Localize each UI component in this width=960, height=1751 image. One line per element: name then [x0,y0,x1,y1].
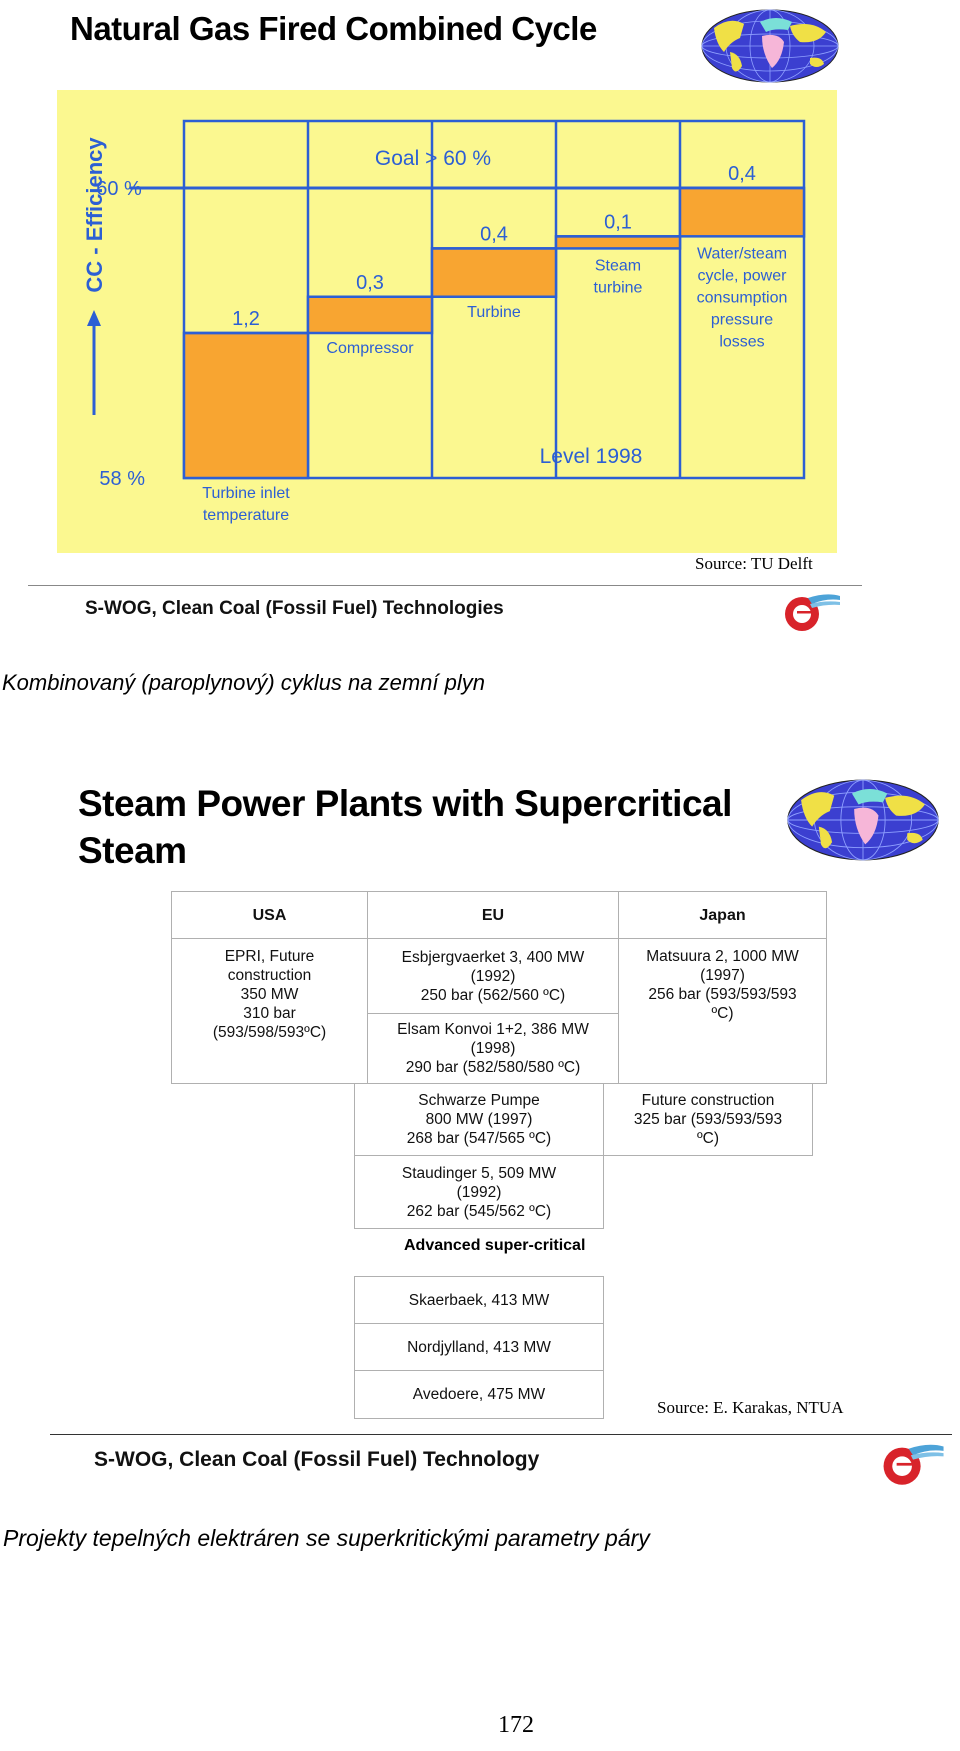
japan-line: ºC) [711,1005,734,1022]
bar-value-label: 1,2 [232,308,260,330]
schwarze-pumpe-cell [354,1083,604,1156]
japan-line: 256 bar (593/593/593 [648,986,797,1003]
caption-1: Kombinovaný (paroplynový) cyklus na zemní plyn [2,670,486,695]
future-line: 325 bar (593/593/593 [633,1111,783,1128]
bar-value-label: 0,1 [604,211,632,234]
slide2-title-line1: Steam Power Plants with Supercritical [78,783,732,824]
advanced-row: Avedoere, 475 MW [354,1370,604,1419]
slide2-footer-rule [50,1434,952,1435]
eu1-line: 250 bar (562/560 ºC) [420,986,566,1004]
staudinger-line: (1992) [456,1183,502,1201]
eu1-line: Esbjergvaerket 3, 400 MW [401,948,585,966]
slide2-footer: S-WOG, Clean Coal (Fossil Fuel) Technology [94,1448,540,1471]
advanced-row: Skaerbaek, 413 MW [354,1276,604,1324]
category-label: Compressor [326,340,414,357]
eu1-line: (1992) [470,967,516,985]
bar [184,333,308,478]
level-label: Level 1998 [539,445,643,468]
y-bottom-label: 58 % [99,468,145,490]
schwarze-line: Schwarze Pumpe [418,1092,540,1109]
eu-plant-cell-2 [367,1013,619,1084]
eu-plant-cell-1 [367,938,619,1014]
category-label: Turbine [467,303,521,321]
category-label: consumption [696,289,788,307]
bar [432,248,556,296]
goal-label: Goal > 60 % [374,147,492,170]
efficiency-chart [57,90,837,553]
header-japan: Japan [618,891,827,939]
slide2-source: Source: E. Karakas, NTUA [657,1398,844,1417]
japan-line: Matsuura 2, 1000 MW [646,948,799,965]
future-line: Future construction [641,1092,775,1109]
usa-line: (593/598/593ºC) [212,1024,327,1041]
y-axis-label: CC - Efficiency [82,137,107,293]
usa-line: 350 MW [240,986,299,1003]
staudinger-line: Staudinger 5, 509 MW [401,1164,557,1182]
bar [680,188,804,236]
japan-future-cell [603,1083,813,1156]
category-label: Turbine inlet [202,485,290,502]
globe-icon [785,778,941,862]
globe-icon [700,8,840,84]
usa-line: construction [227,967,312,984]
schwarze-line: 800 MW (1997) [425,1111,533,1128]
advanced-row: Nordjylland, 413 MW [354,1323,604,1371]
bar-value-label: 0,4 [728,163,756,185]
japan-line: (1997) [700,967,745,984]
bar [556,236,680,248]
page-number: 172 [498,1712,534,1738]
future-line: ºC) [696,1130,719,1147]
category-label: losses [719,333,765,351]
bar-value-label: 0,4 [480,223,508,246]
bar [308,297,432,333]
category-label: pressure [710,311,774,329]
category-label: Steam [594,257,642,275]
usa-line: EPRI, Future [224,948,315,965]
logo-icon [880,1440,946,1488]
y-axis-arrowhead [87,310,101,326]
eu2-line: (1998) [470,1040,516,1057]
y-top-label: 60 % [96,178,142,200]
caption-2: Projekty tepelných elektráren se superkritickými parametry páry [3,1525,650,1551]
usa-line: 310 bar [243,1005,296,1022]
eu2-line: 290 bar (582/580/580 ºC) [405,1059,581,1076]
advanced-supercritical-label: Advanced super-critical [404,1237,586,1254]
category-label: turbine [593,279,643,297]
header-usa: USA [171,891,368,939]
staudinger-line: 262 bar (545/562 ºC) [406,1202,552,1220]
slide1-source: Source: TU Delft [695,554,813,573]
slide1-footer: S-WOG, Clean Coal (Fossil Fuel) Technologies [85,598,504,619]
slide1-footer-rule [28,585,862,586]
slide2-title [78,780,732,874]
logo-icon [782,590,842,634]
slide1-title: Natural Gas Fired Combined Cycle [70,10,597,47]
header-eu: EU [367,891,619,939]
category-label: temperature [202,507,290,524]
category-label: Water/steam [696,245,788,263]
japan-plant-cell [618,938,827,1084]
usa-plant-cell [171,938,368,1084]
bar-value-label: 0,3 [356,271,384,294]
schwarze-line: 268 bar (547/565 ºC) [406,1130,552,1147]
category-label: cycle, power [697,267,787,285]
eu2-line: Elsam Konvoi 1+2, 386 MW [397,1021,589,1038]
staudinger-cell [354,1155,604,1229]
slide2-title-line2: Steam [78,830,187,871]
